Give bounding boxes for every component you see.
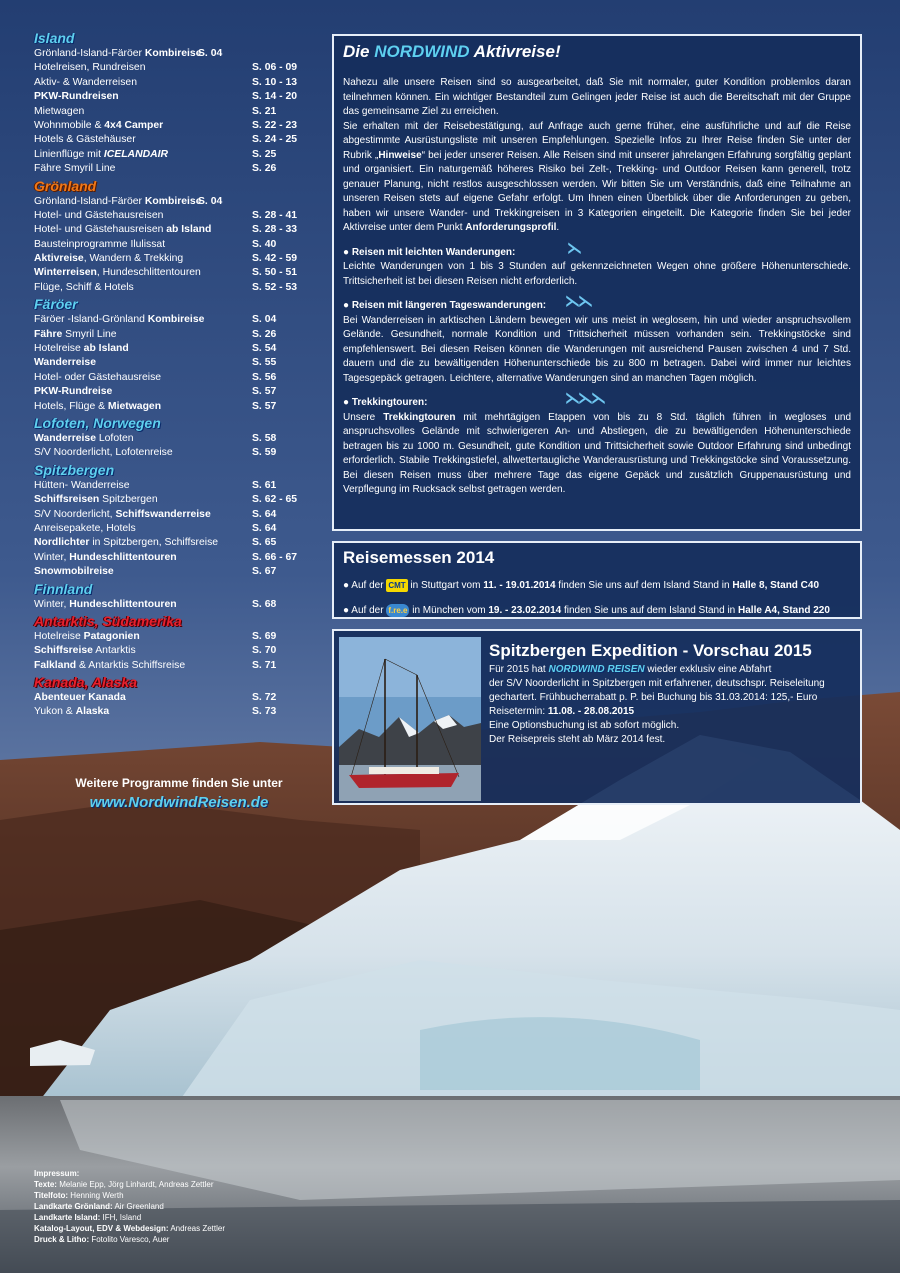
impressum-line: Katalog-Layout, EDV & Webdesign: Andreas Zettler — [34, 1224, 226, 1233]
index-section-spitzbergen — [34, 462, 324, 580]
index-section-title: Antarktis, Südamerika — [34, 612, 182, 629]
index-row-page: S. 73 — [252, 706, 277, 718]
index-section-antarktis — [34, 613, 324, 673]
fair-free: ● Auf der f.re.e in München vom 19. - 23.02.2014 finden Sie uns auf dem Island Stand in Halle A4, Stand 220 — [343, 605, 830, 616]
index-row-page: S. 52 - 53 — [252, 281, 298, 293]
index-row — [34, 508, 324, 522]
ship-photo — [339, 637, 481, 801]
index-row-page: S. 56 — [252, 371, 277, 383]
index-row — [34, 400, 324, 414]
index-row-label: Färöer -Island-Grönland Kombireise — [34, 314, 205, 326]
index-row-page: S. 24 - 25 — [252, 134, 298, 146]
index-row-page: S. 70 — [252, 645, 277, 657]
index-row-label: Abenteuer Kanada — [34, 692, 126, 704]
index-row — [34, 238, 324, 252]
catalog-index — [34, 30, 324, 721]
index-row-label: Wanderreise — [34, 357, 96, 369]
index-row-page: S. 68 — [252, 598, 277, 610]
index-row — [34, 252, 324, 266]
index-row-page: S. 58 — [252, 432, 277, 444]
index-row — [34, 328, 324, 342]
index-row — [34, 313, 324, 327]
index-row-page: S. 54 — [252, 343, 277, 355]
index-row-label: Schiffsreise Antarktis — [34, 645, 136, 657]
fair-cmt: ● Auf der CMT in Stuttgart vom 11. - 19.01.2014 finden Sie uns auf dem Island Stand in Halle 8, Stand C40 — [343, 580, 820, 591]
index-row-label: Hotelreisen, Rundreisen — [34, 62, 146, 74]
index-row-page: S. 57 — [252, 400, 277, 412]
index-section-groenland — [34, 178, 324, 296]
index-row-page: S. 61 — [252, 479, 277, 491]
index-row — [34, 493, 324, 507]
index-row-label: Hotelreise Patagonien — [34, 630, 140, 642]
index-row — [34, 76, 324, 90]
index-row-page: S. 21 — [252, 105, 277, 117]
index-section-title: Lofoten, Norwegen — [34, 414, 161, 431]
index-row-label: Winter, Hundeschlittentouren — [34, 598, 177, 610]
index-row-label: Bausteinprogramme Ilulissat — [34, 238, 166, 250]
impressum-line: Landkarte Island: IFH, Island — [34, 1213, 142, 1222]
index-row — [34, 342, 324, 356]
index-row — [34, 598, 324, 612]
index-row — [34, 356, 324, 370]
index-row-label: Winter, Hundeschlittentouren — [34, 551, 177, 563]
impressum-line: Texte: Melanie Epp, Jörg Linhardt, Andreas Zettler — [34, 1180, 214, 1189]
index-row-label: Nordlichter in Spitzbergen, Schiffsreise — [34, 537, 219, 549]
category-medium: ● Reisen mit längeren Tageswanderungen: ⋋⋋ Bei Wanderreisen in arktischen Ländern bewegen wir uns meist in weglosem, hin und wieder anspruchsvollem Gelände. Gesundheit, normale Kondition und Trittsicherheit müssen vorhanden sein. Trekkingstöcke sind empfehlenswert. Bei diesen Reisen können die Wanderungen mit ausreichend Pausen zwischen 4 und 7 Std. dauern und die zu bewältigenden Höhenunterschiede bis zu 800 m betragen. Dabei wird immer nur leichtes Tagesgepäck getragen. Leichtere, alternative Wanderungen sind an manchen Tagen möglich. — [343, 293, 851, 384]
cmt-logo: CMT — [388, 580, 406, 590]
index-row-label: Linienflüge mit ICELANDAIR — [34, 148, 168, 160]
index-row-label: Fähre Smyril Line — [34, 328, 117, 340]
index-row-label: Hotels, Flüge & Mietwagen — [34, 400, 162, 412]
index-row-label: Hütten- Wanderreise — [34, 479, 130, 491]
index-row-label: Aktiv- & Wanderreisen — [34, 76, 137, 88]
index-row-label: Wohnmobile & 4x4 Camper — [34, 119, 164, 131]
index-row-label: PKW-Rundreisen — [34, 91, 119, 103]
expedition-box — [332, 629, 862, 805]
index-row — [34, 223, 324, 237]
index-section-finnland — [34, 581, 324, 612]
index-row — [34, 644, 324, 658]
index-row-label: Falkland & Antarktis Schiffsreise — [34, 659, 186, 671]
impressum-line: Impressum: — [34, 1169, 80, 1178]
index-row-page: S. 64 — [252, 508, 277, 520]
index-row — [34, 133, 324, 147]
index-row-page: S. 25 — [252, 148, 277, 160]
index-row — [34, 105, 324, 119]
index-row-label: Aktivreise, Wandern & Trekking — [34, 253, 184, 265]
index-row-page: S. 55 — [252, 357, 277, 369]
index-section-island — [34, 30, 324, 177]
index-row-label: S/V Noorderlicht, Schiffswanderreise — [34, 508, 211, 520]
index-row-label: Yukon & Alaska — [34, 706, 110, 718]
index-row-label: Winterreisen, Hundeschlittentouren — [34, 267, 201, 279]
index-row — [34, 551, 324, 565]
expedition-text: Spitzbergen Expedition - Vorschau 2015 Für 2015 hat NORDWIND REISEN wieder exklusiv eine Abfahrt der S/V Noorderlicht in Spitzbergen mit erfahrener, deutschspr. Reiseleitung gechartert. Frühbucherrabatt p. P. bei Buchung bis 31.03.2014: 125,- Euro Reisetermin: 11.08. - 28.08.2015 Eine Optionsbuchung ist ab sofort möglich. Der Reisepreis steht ab März 2014 fest. — [489, 641, 854, 747]
index-row — [34, 536, 324, 550]
expedition-title: Spitzbergen Expedition - Vorschau 2015 — [489, 641, 812, 660]
more-programs-text: Weitere Programme finden Sie unter — [75, 776, 283, 790]
index-row — [34, 446, 324, 460]
index-section-title: Spitzbergen — [34, 461, 115, 478]
index-row-label: Hotel- oder Gästehausreise — [34, 371, 162, 383]
brand-logo: NORDWIND REISEN — [548, 664, 645, 675]
index-row-page: S. 64 — [252, 522, 277, 534]
index-row — [34, 691, 324, 705]
impressum-line: Landkarte Grönland: Air Greenland — [34, 1202, 164, 1211]
impressum-line: Druck & Litho: Fotolito Varesco, Auer — [34, 1235, 170, 1244]
index-row — [34, 90, 324, 104]
index-row — [34, 281, 324, 295]
index-row-page: S. 62 - 65 — [252, 494, 298, 506]
index-row-label: Mietwagen — [34, 105, 85, 117]
index-row — [34, 119, 324, 133]
index-row-page: S. 40 — [252, 238, 277, 250]
index-row-page: S. 10 - 13 — [252, 76, 298, 88]
index-row-page: S. 65 — [252, 537, 277, 549]
index-row-label: Hotel- und Gästehausreisen — [34, 209, 164, 221]
aktivreise-details: Sie erhalten mit der Reisebestätigung, auf Anfrage auch gerne früher, eine ausführliche und auf die Reise abgestimmte Ausrüstungsliste mit unseren Empfehlungen. Spezielle Infos zu Ihrer Reise finden Sie unter der Rubrik „Hinweise“ bei jeder unserer Reisen. Alle Reisen sind mit unserer jahrelangen Erfahrung sorgfältig geplant und organisiert. Ein naturgemäß höheres Risiko bei Zelt-, Trekking- und Outdoor Reisen kann generell, trotz genauer Planung, nicht restlos ausgeschlossen werden. Wir bitten Sie um Verständnis, daß eine Teilnahme an unseren Reisen stets auf eigene Gefahr erfolgt. Um Ihnen einen Überblick über die Anforderungen zu geben, haben wir unsere Wander- und Trekkingreisen in 3 Kategorien eingeteilt. Die Kategorie finden Sie bei jeder Aktivreise unter dem Punkt Anforderungsprofil. — [343, 120, 851, 233]
website-link[interactable]: www.NordwindReisen.de — [89, 794, 269, 811]
index-row-label: Fähre Smyril Line — [34, 163, 116, 175]
index-row — [34, 659, 324, 673]
index-section-lofoten — [34, 415, 324, 461]
index-row — [34, 209, 324, 223]
index-row — [34, 266, 324, 280]
index-row — [34, 371, 324, 385]
index-row-page: S. 42 - 59 — [252, 253, 298, 265]
index-section-faeroeer — [34, 296, 324, 414]
index-row-page: S. 71 — [252, 659, 277, 671]
index-row-page: S. 26 — [252, 328, 277, 340]
index-row-page: S. 26 — [252, 163, 277, 175]
index-row-page: S. 06 - 09 — [252, 62, 298, 74]
index-row-label: Schiffsreisen Spitzbergen — [34, 494, 158, 506]
index-row-page: S. 04 — [198, 48, 223, 59]
index-row-label: Hotelreise ab Island — [34, 343, 129, 355]
index-row-page: S. 14 - 20 — [252, 91, 298, 103]
index-section-title: Finnland — [34, 580, 93, 597]
index-row-page: S. 28 - 33 — [252, 224, 298, 236]
category-trekking: ● Trekkingtouren: ⋋⋋⋋ Unsere Trekkingtouren mit mehrtägigen Etappen von bis zu 8 Std. täglich führen in wegloses und anspruchsvolles Gelände mit schwierigeren An- und Abstiegen, die zu bewältigenden Höhenunterschiede betragen bis zu 1000 m. Gesundheit, gute Kondition und Trittsicherheit sowie Outdoor Erfahrung sind unbedingt erforderlich. Stabile Trekkingstiefel, allwettertaugliche Wanderausrüstung und Trekkingstöcke sind Voraussetzung. Bei diesen Reisen muss über mehrere Tage das eigene Gepäck und zusätzlich Gruppenausrüstung und Verpflegung im Rucksack selbst getragen werden. — [343, 390, 852, 495]
index-row-label: Snowmobilreise — [34, 566, 114, 578]
index-row-page: S. 67 — [252, 566, 277, 578]
index-row-label: S/V Noorderlicht, Lofotenreise — [34, 447, 173, 459]
index-row — [34, 195, 324, 209]
index-row — [34, 47, 324, 61]
reisemessen-box — [332, 541, 862, 619]
index-row — [34, 479, 324, 493]
index-row — [34, 148, 324, 162]
aktivreise-intro: Nahezu alle unsere Reisen sind so ausgearbeitet, daß Sie mit normaler, guter Kondition problemlos daran teilnehmen können. Ein wichtiger Bestandteil zum Gelingen jeder Reise ist auch die Bereitschaft mit der Gruppe das gemeinsame Ziel zu erreichen. — [343, 77, 851, 117]
free-logo: f.re.e — [388, 605, 408, 615]
index-row — [34, 565, 324, 579]
impressum — [34, 1168, 294, 1245]
bird-icon: ⋋ — [567, 239, 580, 257]
index-row-label: Wanderreise Lofoten — [34, 432, 134, 444]
index-section-title: Island — [34, 30, 75, 46]
index-row — [34, 385, 324, 399]
index-row — [34, 162, 324, 176]
index-row-label: Hotel- und Gästehausreisen ab Island — [34, 224, 212, 236]
impressum-line: Titelfoto: Henning Werth — [34, 1191, 124, 1200]
index-section-title: Färöer — [34, 296, 78, 313]
index-row-page: S. 22 - 23 — [252, 119, 298, 131]
index-row-label: Anreisepakete, Hotels — [34, 522, 136, 534]
index-row-page: S. 59 — [252, 447, 277, 459]
bird-icon: ⋋⋋⋋ — [565, 390, 604, 407]
index-row-page: S. 28 - 41 — [252, 209, 298, 221]
reisemessen-title: Reisemessen 2014 — [343, 548, 495, 567]
index-row — [34, 630, 324, 644]
index-row — [34, 705, 324, 719]
index-row-label: PKW-Rundreise — [34, 386, 113, 398]
more-programs — [34, 776, 324, 811]
bird-icon: ⋋⋋ — [565, 293, 591, 310]
index-row-page: S. 04 — [252, 314, 277, 326]
index-row-label: Hotels & Gästehäuser — [34, 134, 136, 146]
index-section-kanada — [34, 674, 324, 720]
index-row — [34, 522, 324, 536]
index-row — [34, 432, 324, 446]
index-section-title: Grönland — [34, 177, 97, 194]
category-easy: ● Reisen mit leichten Wanderungen: ⋋ Leichte Wanderungen von 1 bis 3 Stunden auf gekennzeichneten Wegen ohne größere Höhenunterschiede. Trittsicherheit ist bei diesen Reisen nicht erforderlich. — [343, 239, 851, 287]
index-row-page: S. 66 - 67 — [252, 551, 298, 563]
aktivreise-box — [332, 34, 862, 531]
index-row-page: S. 69 — [252, 630, 277, 642]
index-row-page: S. 50 - 51 — [252, 267, 298, 279]
index-row-label: Grönland-Island-Färöer Kombireise — [34, 195, 202, 207]
aktivreise-title: Die NORDWIND Aktivreise! — [343, 42, 561, 61]
index-row-page: S. 04 — [198, 195, 223, 207]
index-row-page: S. 72 — [252, 692, 277, 704]
index-row-page: S. 57 — [252, 386, 277, 398]
index-section-title: Kanada, Alaska — [34, 674, 137, 691]
index-row-label: Flüge, Schiff & Hotels — [34, 281, 134, 293]
index-row — [34, 61, 324, 75]
index-row-label: Grönland-Island-Färöer Kombireise — [34, 48, 202, 59]
